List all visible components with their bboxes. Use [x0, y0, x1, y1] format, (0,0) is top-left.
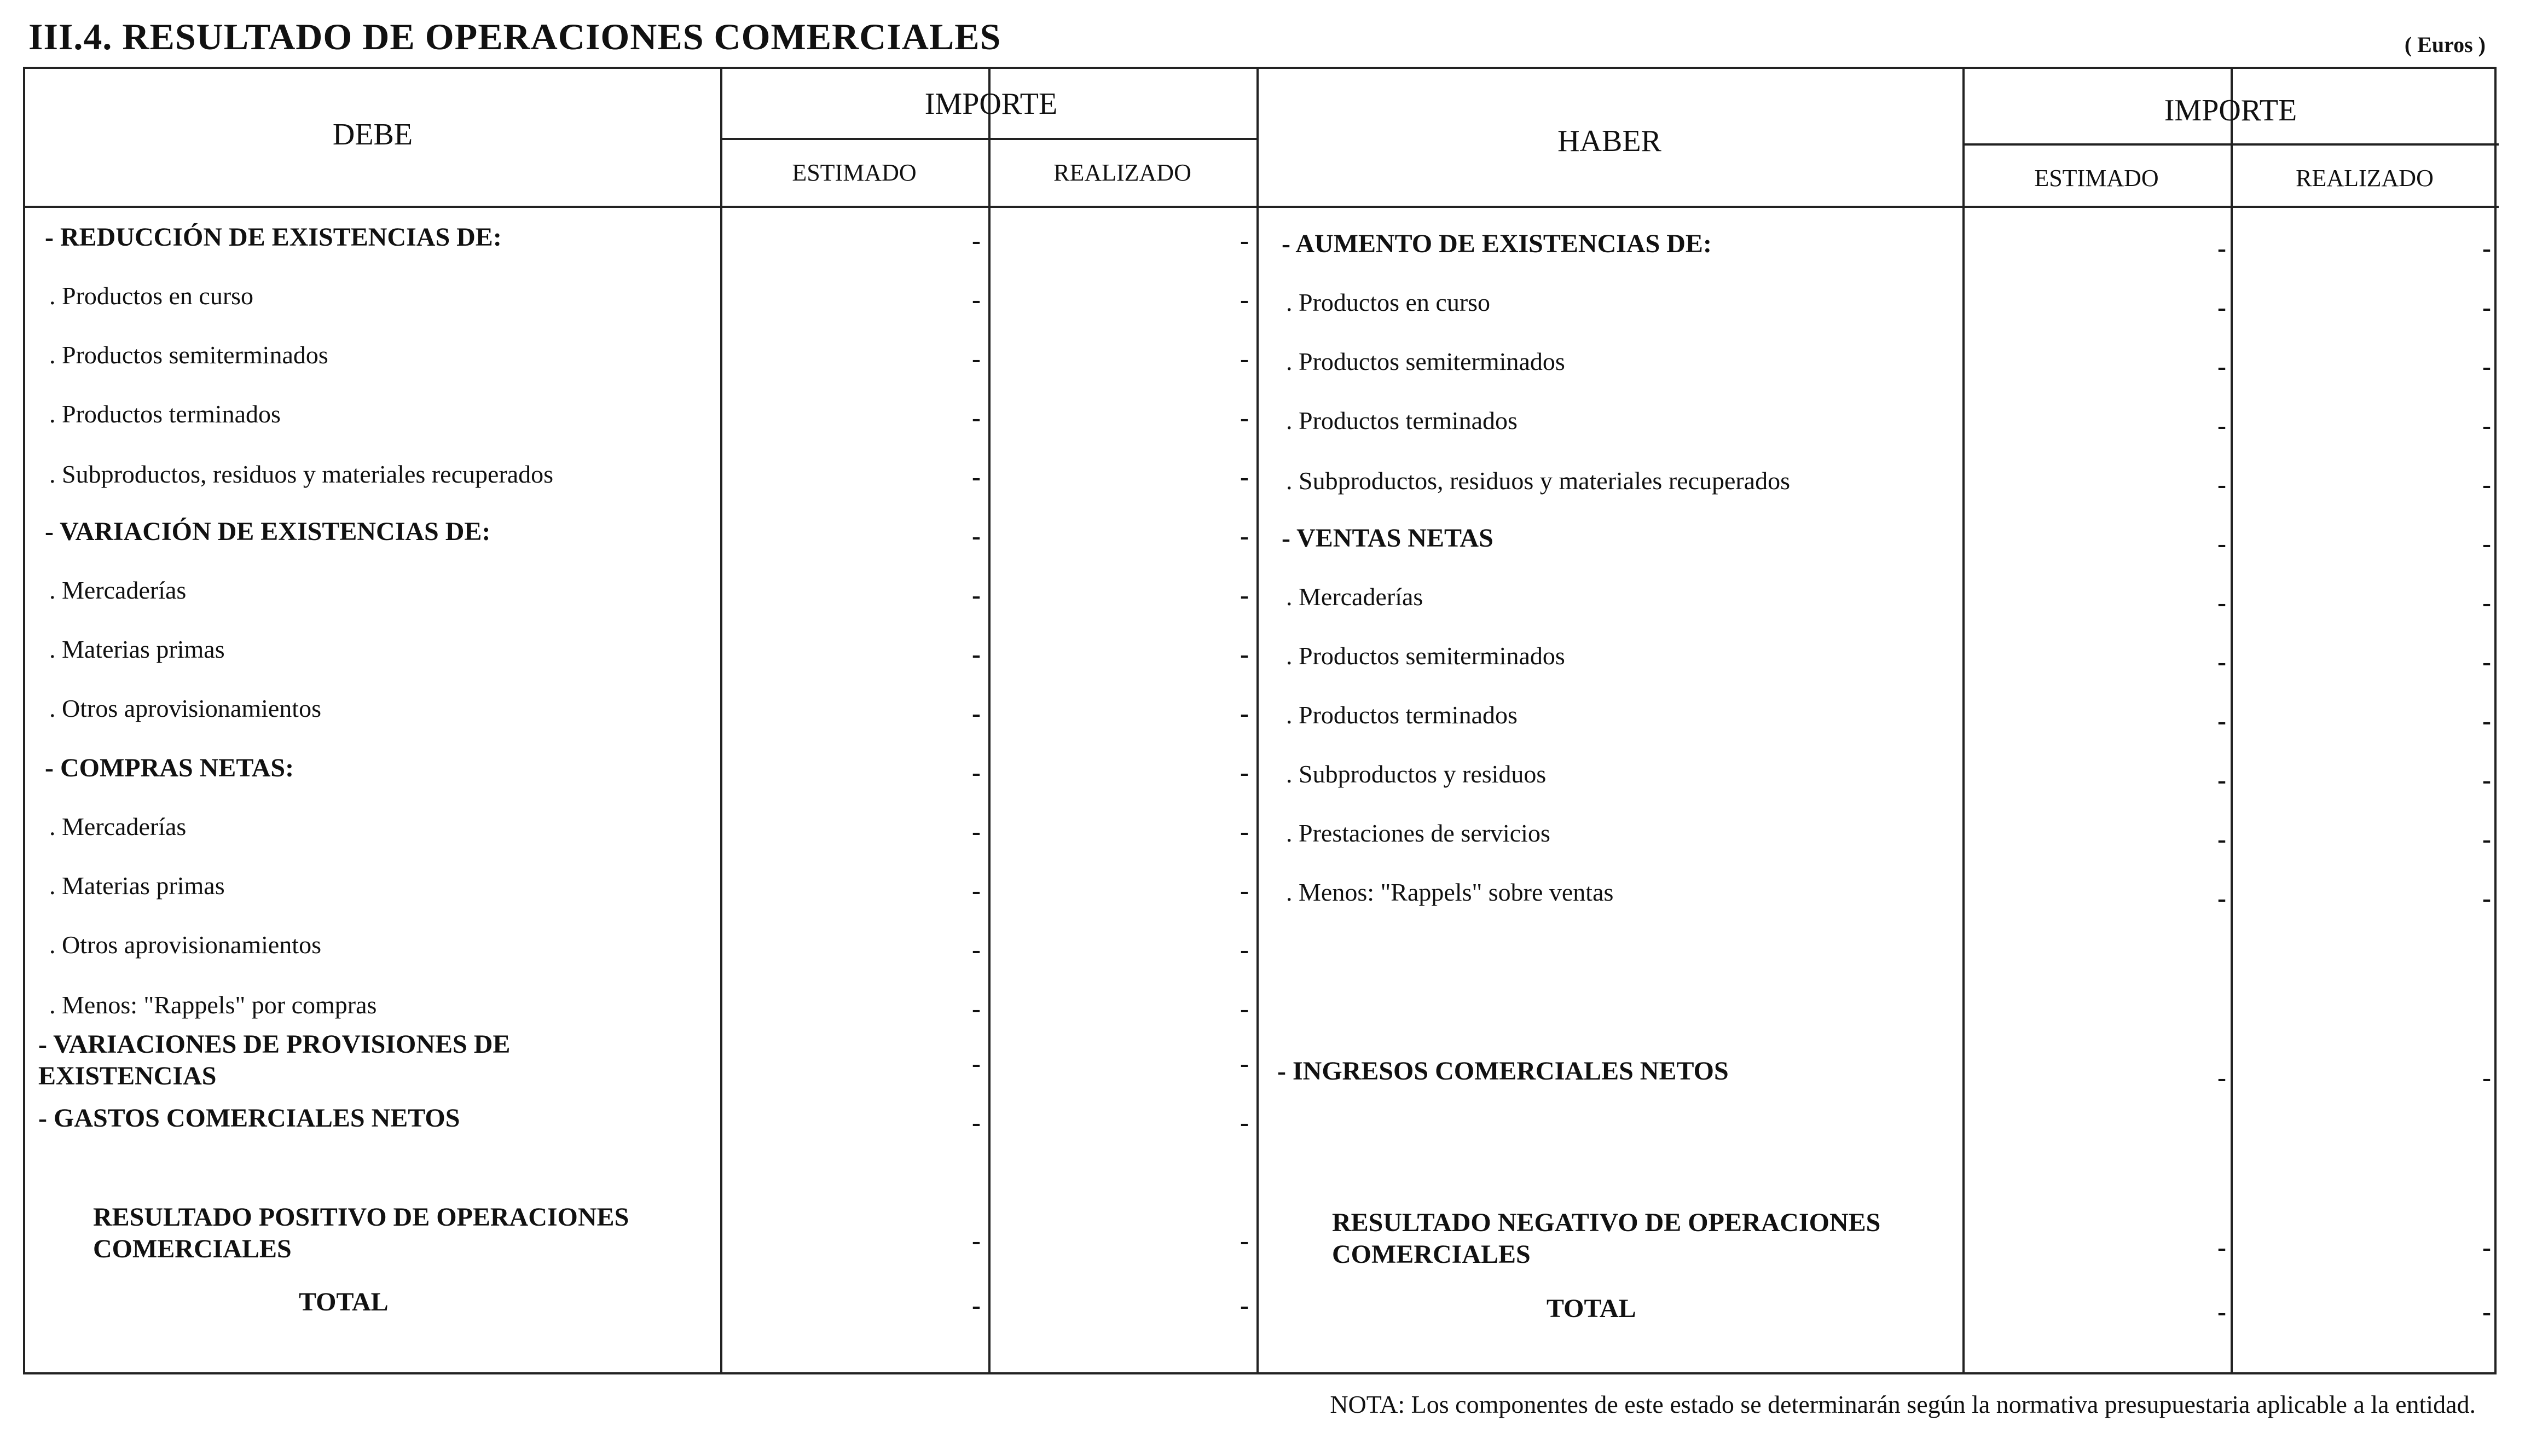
haber-row-label: . Productos en curso: [1286, 288, 1491, 316]
debe-estimado-value: -: [972, 521, 981, 550]
divider: [1256, 69, 1259, 1372]
debe-row-label: . Otros aprovisionamientos: [49, 694, 321, 722]
debe-row-label: . Productos en curso: [49, 282, 254, 310]
debe-row-label: . Subproductos, residuos y materiales recuperados: [49, 460, 554, 488]
divider: [988, 69, 991, 1372]
debe-estimado-value: -: [972, 403, 981, 432]
debe-realizado-header: REALIZADO: [1053, 159, 1191, 186]
header-divider: [25, 206, 2499, 208]
debe-estimado-value: -: [972, 640, 981, 669]
haber-realizado-value: -: [2482, 293, 2491, 322]
haber-row-label: . Productos semiterminados: [1286, 347, 1565, 375]
haber-realizado-value: -: [2482, 411, 2491, 440]
debe-estimado-header: ESTIMADO: [792, 159, 917, 186]
debe-realizado-value: -: [1240, 1291, 1249, 1320]
haber-realizado-value: -: [2482, 1063, 2491, 1092]
debe-realizado-value: -: [1240, 640, 1249, 669]
haber-row-label: . Productos semiterminados: [1286, 642, 1565, 670]
debe-total-label: TOTAL: [299, 1287, 389, 1316]
haber-realizado-value: -: [2482, 234, 2491, 263]
haber-estimado-value: -: [2217, 529, 2226, 558]
debe-estimado-value: -: [972, 1108, 981, 1137]
debe-realizado-value: -: [1240, 1108, 1249, 1137]
haber-realizado-header: REALIZADO: [2296, 165, 2434, 192]
haber-row-label: - AUMENTO DE EXISTENCIAS DE:: [1282, 229, 1712, 258]
debe-realizado-value: -: [1240, 994, 1249, 1023]
debe-row-label: . Mercaderías: [49, 813, 187, 840]
haber-realizado-value: -: [2482, 1297, 2491, 1326]
haber-realizado-value: -: [2482, 352, 2491, 381]
haber-row-label: . Subproductos, residuos y materiales recuperados: [1286, 467, 1791, 495]
haber-realizado-value: -: [2482, 1233, 2491, 1262]
page-title: III.4. RESULTADO DE OPERACIONES COMERCIALES: [28, 16, 1001, 57]
debe-estimado-value: -: [972, 994, 981, 1023]
haber-estimado-value: -: [2217, 884, 2226, 913]
divider: [1962, 69, 1965, 1372]
haber-row-label: - INGRESOS COMERCIALES NETOS: [1277, 1057, 1729, 1086]
haber-row-label: . Prestaciones de servicios: [1286, 819, 1550, 847]
divider: [2231, 69, 2233, 1372]
debe-realizado-value: -: [1240, 817, 1249, 846]
debe-realizado-value: -: [1240, 285, 1249, 314]
debe-estimado-value: -: [972, 1226, 981, 1255]
haber-realizado-value: -: [2482, 647, 2491, 676]
debe-header: DEBE: [332, 118, 413, 152]
haber-estimado-value: -: [2217, 352, 2226, 381]
currency-units: ( Euros ): [2404, 32, 2486, 57]
haber-row-label: - VENTAS NETAS: [1282, 524, 1493, 553]
haber-estimado-value: -: [2217, 588, 2226, 617]
haber-estimado-value: -: [2217, 293, 2226, 322]
haber-estimado-header: ESTIMADO: [2034, 165, 2159, 192]
debe-row-label: - COMPRAS NETAS:: [45, 753, 294, 782]
debe-estimado-value: -: [972, 758, 981, 787]
divider: [720, 69, 722, 1372]
haber-total-label: TOTAL: [1547, 1294, 1636, 1323]
debe-realizado-value: -: [1240, 1226, 1249, 1255]
haber-estimado-value: -: [2217, 825, 2226, 854]
haber-estimado-value: -: [2217, 1297, 2226, 1326]
debe-row-label: . Productos semiterminados: [49, 341, 328, 369]
debe-importe-header: IMPORTE: [924, 87, 1058, 121]
haber-realizado-value: -: [2482, 765, 2491, 794]
debe-realizado-value: -: [1240, 521, 1249, 550]
debe-row-label: . Materias primas: [49, 635, 225, 663]
haber-row-label: . Menos: "Rappels" sobre ventas: [1286, 878, 1614, 906]
haber-realizado-value: -: [2482, 825, 2491, 854]
debe-realizado-value: -: [1240, 581, 1249, 610]
divider: [1962, 143, 2499, 146]
footnote: NOTA: Los componentes de este estado se determinarán según la normativa presupuestaria aplicable a la entidad.: [1330, 1390, 2476, 1418]
debe-estimado-value: -: [972, 344, 981, 373]
haber-estimado-value: -: [2217, 1233, 2226, 1262]
haber-row-label: . Productos terminados: [1286, 701, 1518, 729]
results-table: [23, 67, 2497, 1374]
haber-estimado-value: -: [2217, 470, 2226, 499]
haber-importe-header: IMPORTE: [2164, 94, 2297, 127]
haber-estimado-value: -: [2217, 234, 2226, 263]
haber-estimado-value: -: [2217, 1063, 2226, 1092]
haber-realizado-value: -: [2482, 470, 2491, 499]
debe-estimado-value: -: [972, 1049, 981, 1078]
debe-estimado-value: -: [972, 1291, 981, 1320]
haber-row-label: . Subproductos y residuos: [1286, 760, 1547, 788]
haber-row-label: . Productos terminados: [1286, 407, 1518, 434]
debe-row-label: . Menos: "Rappels" por compras: [49, 991, 377, 1019]
debe-row-label: - VARIACIONES DE PROVISIONES DE EXISTENCIAS: [38, 1030, 511, 1090]
debe-row-label: - REDUCCIÓN DE EXISTENCIAS DE:: [45, 223, 502, 252]
debe-row-label: . Productos terminados: [49, 400, 281, 428]
debe-realizado-value: -: [1240, 935, 1249, 964]
debe-estimado-value: -: [972, 817, 981, 846]
divider: [720, 138, 1259, 140]
debe-estimado-value: -: [972, 699, 981, 728]
haber-estimado-value: -: [2217, 765, 2226, 794]
haber-result-label: RESULTADO NEGATIVO DE OPERACIONES COMERCIALES: [1332, 1208, 1881, 1269]
debe-estimado-value: -: [972, 462, 981, 491]
debe-result-label: RESULTADO POSITIVO DE OPERACIONES COMERCIALES: [93, 1203, 629, 1263]
debe-estimado-value: -: [972, 935, 981, 964]
haber-realizado-value: -: [2482, 706, 2491, 735]
haber-header: HABER: [1557, 124, 1661, 158]
debe-realizado-value: -: [1240, 462, 1249, 491]
debe-row-label: . Mercaderías: [49, 576, 187, 604]
debe-row-label: - GASTOS COMERCIALES NETOS: [38, 1104, 460, 1133]
haber-estimado-value: -: [2217, 706, 2226, 735]
debe-realizado-value: -: [1240, 403, 1249, 432]
debe-row-label: - VARIACIÓN DE EXISTENCIAS DE:: [45, 517, 491, 546]
debe-estimado-value: -: [972, 226, 981, 255]
debe-realizado-value: -: [1240, 876, 1249, 905]
haber-realizado-value: -: [2482, 884, 2491, 913]
debe-realizado-value: -: [1240, 226, 1249, 255]
haber-realizado-value: -: [2482, 588, 2491, 617]
haber-row-label: . Mercaderías: [1286, 583, 1423, 611]
debe-realizado-value: -: [1240, 1049, 1249, 1078]
debe-estimado-value: -: [972, 876, 981, 905]
debe-estimado-value: -: [972, 581, 981, 610]
haber-realizado-value: -: [2482, 529, 2491, 558]
debe-realizado-value: -: [1240, 758, 1249, 787]
debe-realizado-value: -: [1240, 699, 1249, 728]
haber-estimado-value: -: [2217, 411, 2226, 440]
haber-estimado-value: -: [2217, 647, 2226, 676]
debe-row-label: . Otros aprovisionamientos: [49, 931, 321, 959]
debe-estimado-value: -: [972, 285, 981, 314]
debe-realizado-value: -: [1240, 344, 1249, 373]
debe-row-label: . Materias primas: [49, 872, 225, 900]
